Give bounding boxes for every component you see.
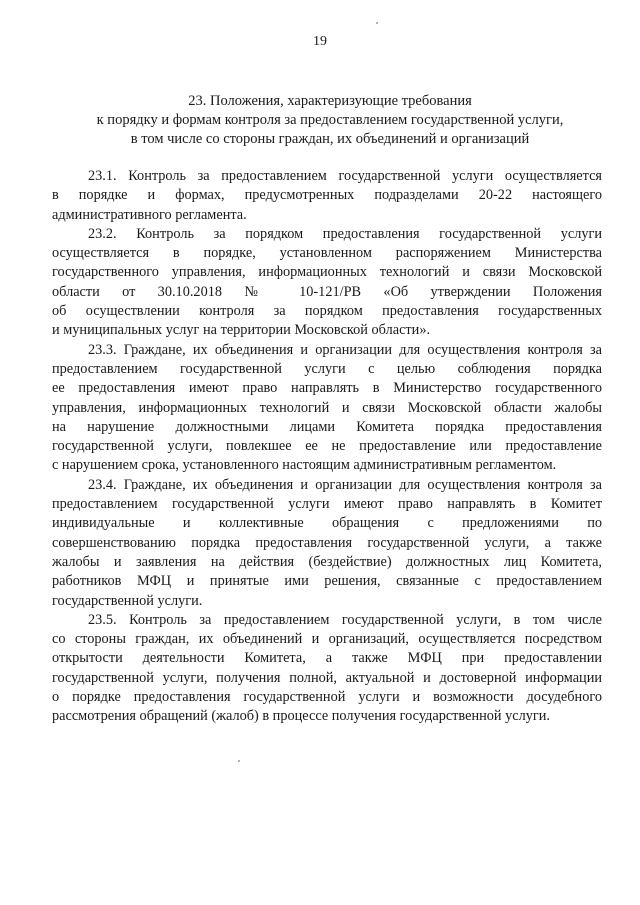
text-line: осуществляется в порядке, установленном распоряжением Министерства	[52, 245, 602, 262]
paragraph-23-5	[52, 611, 602, 727]
text-line: 23.4. Граждане, их объединения и организации для осуществления контроля за	[88, 476, 602, 493]
text-line: 23.3. Граждане, их объединения и организации для осуществления контроля за	[88, 341, 602, 358]
body-text	[52, 167, 602, 727]
text-line: индивидуальные и коллективные обращения с предложениями по	[52, 515, 602, 532]
text-line: управления, информационных технологий и связи Московской области жалобы	[52, 399, 602, 416]
text-line: открытости деятельности Комитета, а также МФЦ при предоставлении	[52, 650, 602, 667]
section-heading-line: к порядку и формам контроля за предоставлением государственной услуги,	[96, 112, 564, 128]
text-line: 23.2. Контроль за порядком предоставления государственной услуги	[88, 225, 602, 242]
text-line: 23.5. Контроль за предоставлением государственной услуги, в том числе	[88, 611, 602, 628]
scan-speck	[376, 22, 378, 24]
text-line: о порядке предоставления государственной услуги и возможности досудебного	[52, 689, 602, 706]
section-heading	[50, 92, 610, 149]
paragraph-23-2	[52, 225, 602, 341]
text-line: ее предоставления имеют право направлять в Министерство государственного	[52, 380, 602, 397]
text-line: работников МФЦ и принятые ими решения, связанные с предоставлением	[52, 573, 602, 590]
text-line: со стороны граждан, их объединений и организаций, осуществляется посредством	[52, 631, 602, 648]
text-line: об осуществлении контроля за порядком предоставления государственных	[52, 303, 602, 320]
text-line: в порядке и формах, предусмотренных подразделами 20-22 настоящего	[52, 187, 602, 204]
text-line: с нарушением срока, установленного настоящим административным регламентом.	[52, 457, 557, 474]
text-line: рассмотрения обращений (жалоб) в процессе получения государственной услуги.	[52, 708, 550, 725]
paragraph-23-4	[52, 476, 602, 611]
paragraph-23-1	[52, 167, 602, 225]
paragraph-23-3	[52, 341, 602, 476]
scan-speck	[238, 760, 240, 762]
text-line: государственной услуги, получения полной, актуальной и достоверной информации	[52, 669, 602, 686]
text-line: предоставлением государственной услуги имеют право направлять в Комитет	[52, 496, 602, 513]
text-line: области от 30.10.2018 № 10-121/РВ «Об утверждении Положения	[52, 283, 602, 300]
text-line: жалобы и заявления на действия (бездействие) должностных лиц Комитета,	[52, 553, 602, 570]
text-line: совершенствованию порядка предоставления государственной услуги, а также	[52, 534, 602, 551]
page-number: 19	[313, 34, 327, 49]
text-line: и муниципальных услуг на территории Московской области».	[52, 322, 431, 339]
text-line: предоставлением государственной услуги с целью соблюдения порядка	[52, 360, 602, 377]
text-line: административного регламента.	[52, 206, 247, 223]
section-heading-line: в том числе со стороны граждан, их объединений и организаций	[130, 131, 530, 147]
text-line: государственной услуги, повлекшее ее не предоставление или предоставление	[52, 438, 602, 455]
text-line: государственного управления, информационных технологий и связи Московской	[52, 264, 602, 281]
section-heading-line: 23. Положения, характеризующие требования	[188, 93, 472, 109]
text-line: государственной услуги.	[52, 592, 203, 609]
text-line: 23.1. Контроль за предоставлением государственной услуги осуществляется	[88, 168, 602, 184]
text-line: на нарушение должностными лицами Комитета порядка предоставления	[52, 418, 602, 435]
